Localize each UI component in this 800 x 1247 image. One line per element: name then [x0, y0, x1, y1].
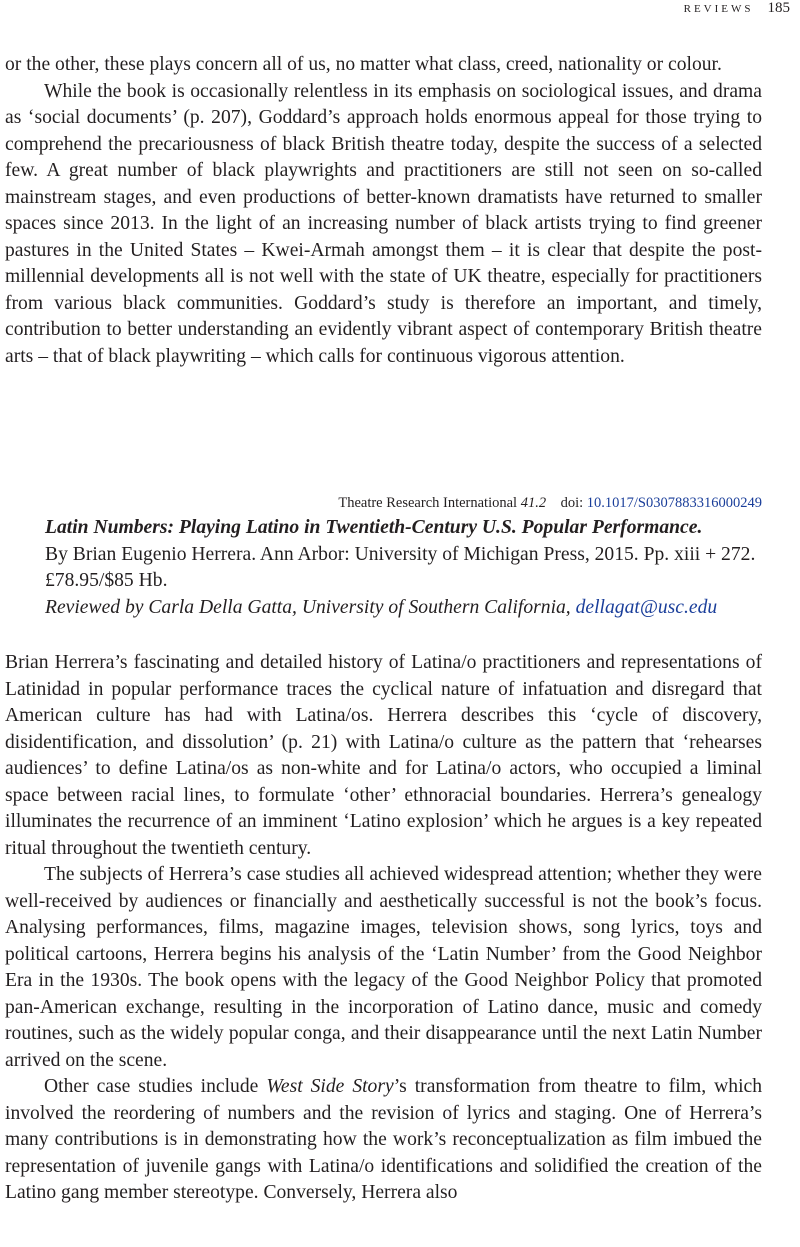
book-title: Latin Numbers: Playing Latino in Twentieth-Century U.S. Popular Performance.	[45, 517, 703, 538]
paragraph: While the book is occasionally relentless in its emphasis on sociological issues, and drama as ‘social documents’ (p. 207), Goddard’s approach holds enormous appeal for those trying to comprehend the precariousness of black British theatre today, despite the success of a selected few. A great number of black playwrights and practitioners are still not seen on so-called mainstream stages, and even productions of better-known dramatists have returned to smaller spaces since 2013. In the light of an increasing number of black artists trying to find greener pastures in the United States – Kwei-Armah amongst them – it is clear that despite the post-millennial developments all is not well with the state of UK theatre, especially for practitioners from various black communities. Goddard’s study is therefore an important, and timely, contribution to better understanding an evidently vibrant aspect of contemporary British theatre arts – that of black playwriting – which calls for continuous vigorous attention.	[5, 80, 762, 367]
section-title: reviews	[683, 0, 754, 16]
p3-lead: Other case studies include	[44, 1076, 259, 1097]
reviewer-line	[45, 595, 762, 622]
book-heading	[45, 515, 762, 621]
previous-review-ending	[5, 52, 762, 370]
doi-label: doi:	[560, 495, 584, 511]
journal-volume: 41.2	[520, 495, 547, 511]
doi-link[interactable]: 10.1017/S0307883316000249	[586, 495, 762, 511]
reviewer-name: Reviewed by Carla Della Gatta, University of Southern California,	[45, 596, 571, 618]
journal-name: Theatre Research International	[338, 495, 518, 511]
reviewer-email-link[interactable]: dellagat@usc.edu	[575, 596, 718, 618]
paragraph: or the other, these plays concern all of us, no matter what class, creed, nationality or colour.	[5, 54, 722, 75]
running-head	[684, 0, 790, 17]
paragraph	[5, 1074, 762, 1207]
work-title: West Side Story	[266, 1076, 394, 1097]
review-body	[5, 650, 762, 1207]
paragraph: The subjects of Herrera’s case studies all achieved widespread attention; whether they were well-received by audiences or financially and aesthetically successful is not the book’s focus. Analysing performances, films, magazine images, television shows, song lyrics, toys and political cartoons, Herrera begins his analysis of the ‘Latin Number’ from the Good Neighbor Era in the 1930s. The book opens with the legacy of the Good Neighbor Policy that promoted pan-American exchange, resulting in the incorporation of Latino dance, music and comedy routines, such as the widely popular conga, and their disappearance until the next Latin Number arrived on the scene.	[5, 864, 762, 1071]
citation-line	[338, 495, 762, 512]
paragraph: Brian Herrera’s fascinating and detailed history of Latina/o practitioners and representations of Latinidad in popular performance traces the cyclical nature of infatuation and disregard that American culture has had with Latina/os. Herrera describes this ‘cycle of discovery, disidentification, and dissolution’ (p. 21) with Latina/o culture as the pattern that ‘rehearses audiences’ to define Latina/os as non-white and for Latina/o actors, who occupied a liminal space between racial lines, to formulate ‘other’ ethnoracial boundaries. Herrera’s genealogy illuminates the recurrence of an imminent ‘Latino explosion’ which he argues is a key repeated ritual throughout the twentieth century.	[5, 652, 762, 859]
page-number: 185	[767, 0, 790, 16]
book-details: By Brian Eugenio Herrera. Ann Arbor: University of Michigan Press, 2015. Pp. xiii + 272. £78.95/$85 Hb.	[45, 543, 756, 591]
p3-rest: ’s transformation from theatre to film, which involved the reordering of numbers and the revision of lyrics and staging. One of Herrera’s many contributions is in demonstrating how the work’s reconceptualization as film imbued the representation of juvenile gangs with Latina/o identifications and solidified the creation of the Latino gang member stereotype. Conversely, Herrera also	[5, 1076, 763, 1203]
